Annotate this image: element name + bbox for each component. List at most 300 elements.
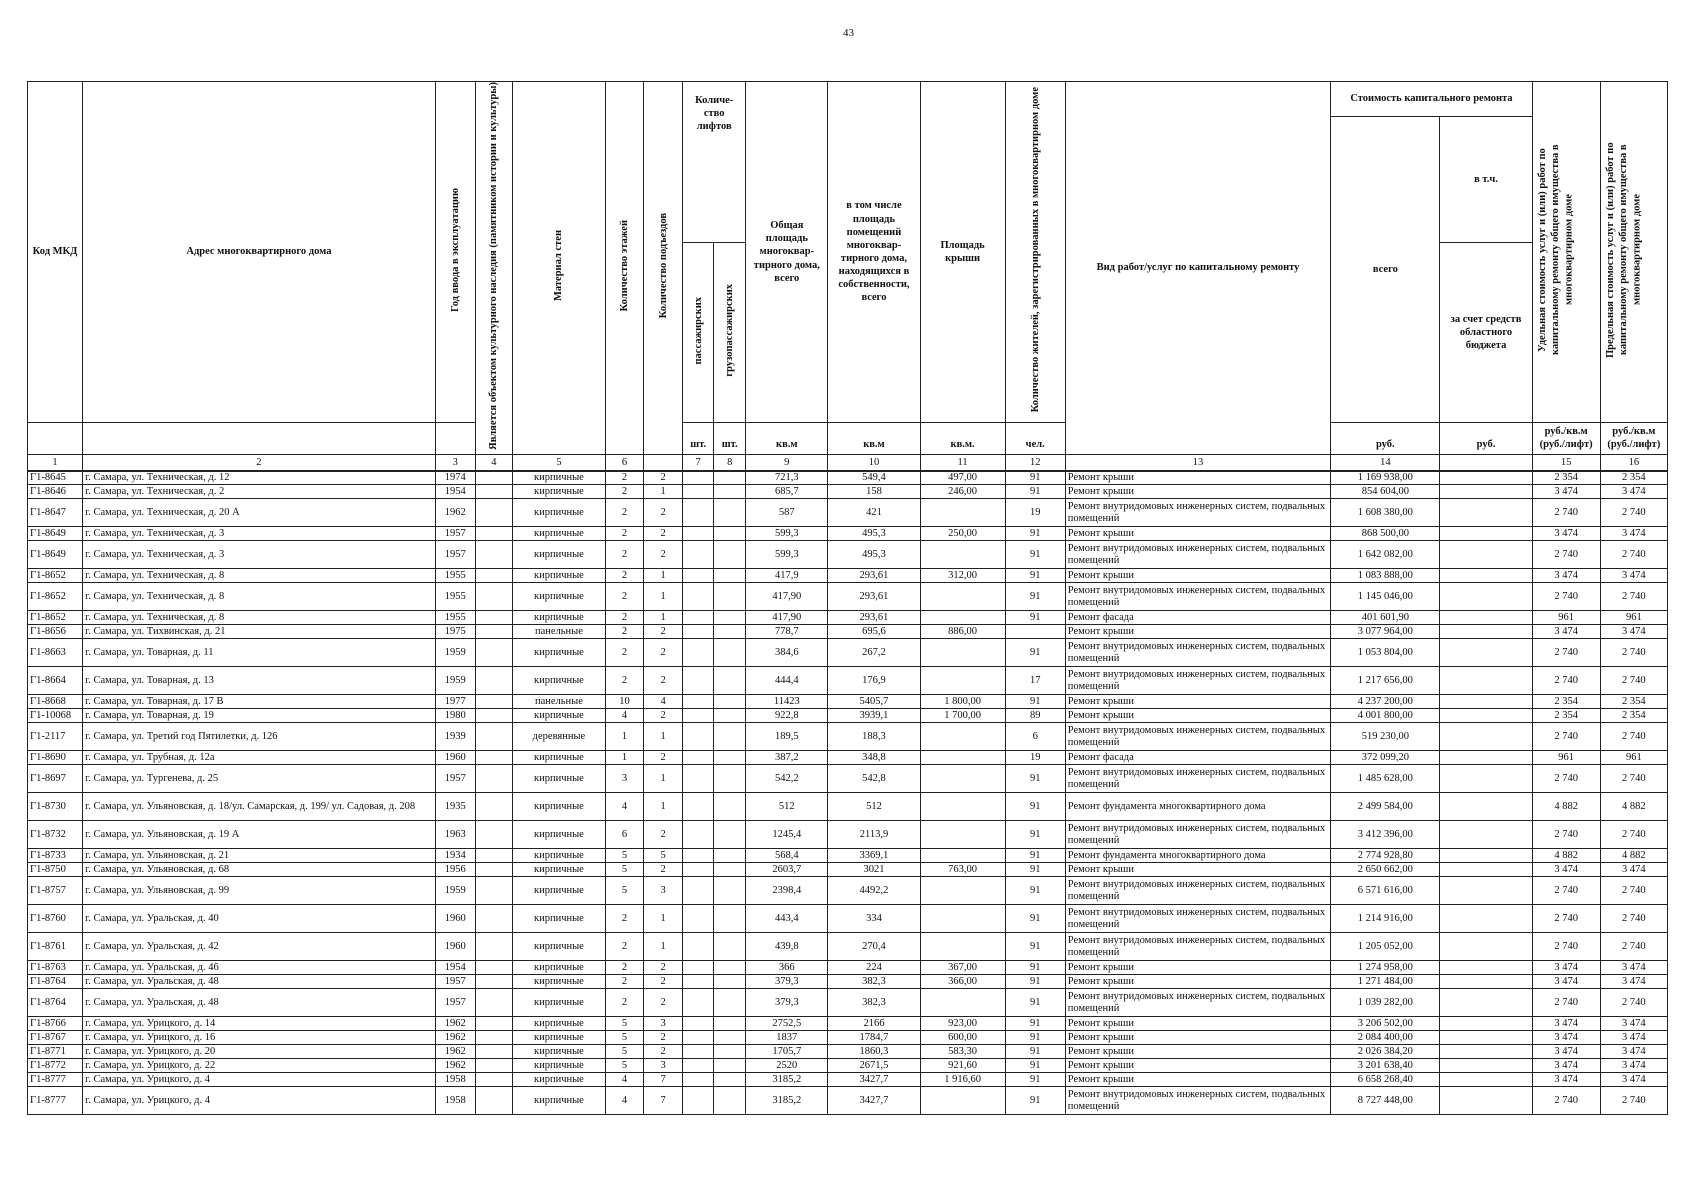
cell-unit-cost: 3 474 bbox=[1532, 1059, 1600, 1073]
cell-residents: 91 bbox=[1005, 863, 1065, 877]
cell-residents: 91 bbox=[1005, 639, 1065, 667]
cell-wall: кирпичные bbox=[512, 639, 605, 667]
cell-cost-total: 1 053 804,00 bbox=[1331, 639, 1440, 667]
cell-entrances: 2 bbox=[644, 961, 683, 975]
cell-entrances: 2 bbox=[644, 709, 683, 723]
cell-heritage bbox=[475, 975, 512, 989]
cell-cost-total: 868 500,00 bbox=[1331, 527, 1440, 541]
cell-floors: 2 bbox=[606, 625, 644, 639]
cell-work: Ремонт крыши bbox=[1065, 1073, 1330, 1087]
cell-cost-total: 1 608 380,00 bbox=[1331, 499, 1440, 527]
cell-unit-cost: 2 740 bbox=[1532, 723, 1600, 751]
cell-cost-budget bbox=[1440, 905, 1532, 933]
cell-heritage bbox=[475, 583, 512, 611]
col-number: 16 bbox=[1600, 454, 1667, 471]
cell-code: Г1-8733 bbox=[28, 849, 83, 863]
cell-wall: кирпичные bbox=[512, 877, 605, 905]
cell-residents: 6 bbox=[1005, 723, 1065, 751]
cell-cost-total: 2 084 400,00 bbox=[1331, 1031, 1440, 1045]
cell-total-area: 417,90 bbox=[746, 583, 828, 611]
cell-limit-cost: 2 740 bbox=[1600, 905, 1667, 933]
cell-code: Г1-8772 bbox=[28, 1059, 83, 1073]
cell-roof-area: 763,00 bbox=[920, 863, 1005, 877]
cell-entrances: 2 bbox=[644, 1031, 683, 1045]
cell-unit-cost: 3 474 bbox=[1532, 527, 1600, 541]
cell-roof-area bbox=[920, 583, 1005, 611]
cell-work: Ремонт крыши bbox=[1065, 1017, 1330, 1031]
cell-work: Ремонт крыши bbox=[1065, 569, 1330, 583]
cell-heritage bbox=[475, 989, 512, 1017]
cell-floors: 5 bbox=[606, 1031, 644, 1045]
cell-address: г. Самара, ул. Товарная, д. 19 bbox=[83, 709, 436, 723]
cell-owned-area: 224 bbox=[828, 961, 920, 975]
cell-wall: кирпичные bbox=[512, 499, 605, 527]
cell-code: Г1-10068 bbox=[28, 709, 83, 723]
cell-work: Ремонт фасада bbox=[1065, 751, 1330, 765]
cell-year: 1977 bbox=[435, 695, 475, 709]
cell-limit-cost: 2 740 bbox=[1600, 583, 1667, 611]
cell-floors: 4 bbox=[606, 793, 644, 821]
cell-floors: 2 bbox=[606, 611, 644, 625]
cell-address: г. Самара, ул. Урицкого, д. 16 bbox=[83, 1031, 436, 1045]
cell-entrances: 3 bbox=[644, 1017, 683, 1031]
cell-heritage bbox=[475, 1059, 512, 1073]
cell-owned-area: 293,61 bbox=[828, 583, 920, 611]
cell-roof-area: 923,00 bbox=[920, 1017, 1005, 1031]
header-cost: Стоимость капитального ремонта bbox=[1331, 82, 1532, 117]
cell-owned-area: 1860,3 bbox=[828, 1045, 920, 1059]
unit-rub: руб. bbox=[1331, 422, 1440, 454]
table-row bbox=[28, 961, 1668, 975]
cell-limit-cost: 3 474 bbox=[1600, 1017, 1667, 1031]
table-row bbox=[28, 821, 1668, 849]
table-header bbox=[28, 82, 1668, 471]
col-number: 12 bbox=[1005, 454, 1065, 471]
cell-cost-budget bbox=[1440, 569, 1532, 583]
cell-lifts-passenger bbox=[683, 961, 714, 975]
cell-work: Ремонт крыши bbox=[1065, 1059, 1330, 1073]
cell-floors: 4 bbox=[606, 1073, 644, 1087]
cell-residents: 91 bbox=[1005, 569, 1065, 583]
cell-code: Г1-8652 bbox=[28, 611, 83, 625]
cell-code: Г1-8764 bbox=[28, 989, 83, 1017]
cell-heritage bbox=[475, 723, 512, 751]
header-floors: Количество этажей bbox=[606, 82, 644, 455]
table-row bbox=[28, 1017, 1668, 1031]
cell-owned-area: 348,8 bbox=[828, 751, 920, 765]
cell-code: Г1-8663 bbox=[28, 639, 83, 667]
cell-year: 1955 bbox=[435, 583, 475, 611]
cell-address: г. Самара, ул. Тихвинская, д. 21 bbox=[83, 625, 436, 639]
cell-cost-budget bbox=[1440, 541, 1532, 569]
cell-cost-total: 1 169 938,00 bbox=[1331, 471, 1440, 485]
cell-owned-area: 270,4 bbox=[828, 933, 920, 961]
cell-year: 1960 bbox=[435, 751, 475, 765]
cell-owned-area: 2113,9 bbox=[828, 821, 920, 849]
col-number: 15 bbox=[1532, 454, 1600, 471]
cell-lifts-passenger bbox=[683, 499, 714, 527]
cell-residents: 17 bbox=[1005, 667, 1065, 695]
cell-roof-area: 886,00 bbox=[920, 625, 1005, 639]
cell-limit-cost: 3 474 bbox=[1600, 1059, 1667, 1073]
cell-cost-total: 401 601,90 bbox=[1331, 611, 1440, 625]
cell-owned-area: 293,61 bbox=[828, 611, 920, 625]
cell-work: Ремонт крыши bbox=[1065, 863, 1330, 877]
cell-cost-total: 1 039 282,00 bbox=[1331, 989, 1440, 1017]
cell-entrances: 2 bbox=[644, 625, 683, 639]
cell-entrances: 2 bbox=[644, 667, 683, 695]
cell-unit-cost: 2 740 bbox=[1532, 933, 1600, 961]
cell-total-area: 443,4 bbox=[746, 905, 828, 933]
cell-unit-cost: 3 474 bbox=[1532, 485, 1600, 499]
cell-unit-cost: 3 474 bbox=[1532, 625, 1600, 639]
cell-limit-cost: 2 740 bbox=[1600, 667, 1667, 695]
col-number: 8 bbox=[714, 454, 746, 471]
cell-entrances: 7 bbox=[644, 1073, 683, 1087]
cell-lifts-passenger bbox=[683, 821, 714, 849]
cell-total-area: 2398,4 bbox=[746, 877, 828, 905]
cell-residents: 91 bbox=[1005, 1017, 1065, 1031]
cell-wall: кирпичные bbox=[512, 1017, 605, 1031]
cell-address: г. Самара, ул. Ульяновская, д. 18/ул. Самарская, д. 199/ ул. Садовая, д. 208 bbox=[83, 793, 436, 821]
table-row bbox=[28, 611, 1668, 625]
cell-owned-area: 421 bbox=[828, 499, 920, 527]
cell-wall: кирпичные bbox=[512, 527, 605, 541]
cell-roof-area bbox=[920, 793, 1005, 821]
cell-heritage bbox=[475, 639, 512, 667]
cell-total-area: 587 bbox=[746, 499, 828, 527]
table-row bbox=[28, 583, 1668, 611]
cell-year: 1962 bbox=[435, 1017, 475, 1031]
cell-total-area: 922,8 bbox=[746, 709, 828, 723]
cell-entrances: 2 bbox=[644, 975, 683, 989]
cell-work: Ремонт внутридомовых инженерных систем, подвальных помещений bbox=[1065, 877, 1330, 905]
cell-floors: 2 bbox=[606, 569, 644, 583]
cell-address: г. Самара, ул. Уральская, д. 46 bbox=[83, 961, 436, 975]
cell-lifts-cargo bbox=[714, 723, 746, 751]
cell-residents: 91 bbox=[1005, 527, 1065, 541]
cell-total-area: 3185,2 bbox=[746, 1073, 828, 1087]
cell-wall: кирпичные bbox=[512, 975, 605, 989]
table-row bbox=[28, 849, 1668, 863]
cell-unit-cost: 2 740 bbox=[1532, 1087, 1600, 1115]
cell-code: Г1-8750 bbox=[28, 863, 83, 877]
header-residents: Количество жителей, зарегистрированных в многоквартирном доме bbox=[1005, 82, 1065, 423]
cell-cost-total: 3 412 396,00 bbox=[1331, 821, 1440, 849]
cell-total-area: 778,7 bbox=[746, 625, 828, 639]
cell-year: 1957 bbox=[435, 765, 475, 793]
cell-limit-cost: 2 354 bbox=[1600, 471, 1667, 485]
cell-lifts-passenger bbox=[683, 989, 714, 1017]
cell-cost-total: 6 571 616,00 bbox=[1331, 877, 1440, 905]
cell-total-area: 1245,4 bbox=[746, 821, 828, 849]
unit-pcs: шт. bbox=[683, 422, 714, 454]
cell-residents: 19 bbox=[1005, 499, 1065, 527]
cell-floors: 2 bbox=[606, 961, 644, 975]
cell-total-area: 379,3 bbox=[746, 975, 828, 989]
cell-residents: 91 bbox=[1005, 1031, 1065, 1045]
cell-cost-total: 1 217 656,00 bbox=[1331, 667, 1440, 695]
cell-year: 1957 bbox=[435, 541, 475, 569]
cell-year: 1957 bbox=[435, 527, 475, 541]
cell-cost-budget bbox=[1440, 793, 1532, 821]
cell-cost-total: 2 026 384,20 bbox=[1331, 1045, 1440, 1059]
cell-heritage bbox=[475, 961, 512, 975]
cell-entrances: 2 bbox=[644, 527, 683, 541]
cell-floors: 5 bbox=[606, 1045, 644, 1059]
cell-floors: 5 bbox=[606, 849, 644, 863]
cell-floors: 2 bbox=[606, 667, 644, 695]
cell-residents: 91 bbox=[1005, 695, 1065, 709]
cell-lifts-cargo bbox=[714, 639, 746, 667]
cell-code: Г1-8764 bbox=[28, 975, 83, 989]
cell-owned-area: 334 bbox=[828, 905, 920, 933]
cell-unit-cost: 3 474 bbox=[1532, 1073, 1600, 1087]
cell-heritage bbox=[475, 765, 512, 793]
cell-year: 1957 bbox=[435, 975, 475, 989]
cell-lifts-cargo bbox=[714, 1045, 746, 1059]
cell-heritage bbox=[475, 485, 512, 499]
unit-rub: руб. bbox=[1440, 422, 1532, 454]
cell-work: Ремонт крыши bbox=[1065, 471, 1330, 485]
cell-code: Г1-8766 bbox=[28, 1017, 83, 1031]
cell-year: 1954 bbox=[435, 961, 475, 975]
cell-lifts-passenger bbox=[683, 905, 714, 933]
cell-address: г. Самара, ул. Техническая, д. 3 bbox=[83, 541, 436, 569]
unit-address bbox=[83, 422, 436, 454]
cell-lifts-cargo bbox=[714, 751, 746, 765]
cell-cost-budget bbox=[1440, 695, 1532, 709]
cell-wall: кирпичные bbox=[512, 569, 605, 583]
table-row bbox=[28, 527, 1668, 541]
cell-limit-cost: 3 474 bbox=[1600, 527, 1667, 541]
cell-limit-cost: 2 354 bbox=[1600, 709, 1667, 723]
unit-year bbox=[435, 422, 475, 454]
cell-code: Г1-8761 bbox=[28, 933, 83, 961]
cell-lifts-cargo bbox=[714, 569, 746, 583]
header-year: Год ввода в эксплуатацию bbox=[435, 82, 475, 423]
cell-roof-area bbox=[920, 989, 1005, 1017]
header-lifts-passenger: пассажирских bbox=[683, 242, 714, 422]
cell-limit-cost: 3 474 bbox=[1600, 863, 1667, 877]
cell-cost-budget bbox=[1440, 821, 1532, 849]
cell-limit-cost: 2 740 bbox=[1600, 765, 1667, 793]
cell-lifts-passenger bbox=[683, 1045, 714, 1059]
cell-cost-budget bbox=[1440, 863, 1532, 877]
cell-cost-total: 4 237 200,00 bbox=[1331, 695, 1440, 709]
cell-wall: кирпичные bbox=[512, 905, 605, 933]
cell-cost-budget bbox=[1440, 765, 1532, 793]
cell-lifts-passenger bbox=[683, 877, 714, 905]
header-lifts: Количе-ство лифтов bbox=[683, 82, 746, 243]
cell-residents: 91 bbox=[1005, 541, 1065, 569]
cell-limit-cost: 4 882 bbox=[1600, 793, 1667, 821]
cell-total-area: 721,3 bbox=[746, 471, 828, 485]
table-row bbox=[28, 709, 1668, 723]
cell-unit-cost: 2 354 bbox=[1532, 709, 1600, 723]
cell-owned-area: 542,8 bbox=[828, 765, 920, 793]
cell-lifts-cargo bbox=[714, 1073, 746, 1087]
cell-lifts-passenger bbox=[683, 695, 714, 709]
cell-residents: 91 bbox=[1005, 905, 1065, 933]
cell-total-area: 512 bbox=[746, 793, 828, 821]
cell-roof-area bbox=[920, 667, 1005, 695]
cell-entrances: 1 bbox=[644, 905, 683, 933]
cell-entrances: 1 bbox=[644, 485, 683, 499]
cell-year: 1962 bbox=[435, 1031, 475, 1045]
cell-unit-cost: 961 bbox=[1532, 611, 1600, 625]
cell-floors: 5 bbox=[606, 863, 644, 877]
cell-heritage bbox=[475, 1045, 512, 1059]
cell-residents: 91 bbox=[1005, 975, 1065, 989]
cell-unit-cost: 2 354 bbox=[1532, 471, 1600, 485]
cell-total-area: 439,8 bbox=[746, 933, 828, 961]
cell-address: г. Самара, ул. Урицкого, д. 20 bbox=[83, 1045, 436, 1059]
cell-cost-budget bbox=[1440, 485, 1532, 499]
unit-rate: руб./кв.м (руб./лифт) bbox=[1532, 422, 1600, 454]
cell-limit-cost: 3 474 bbox=[1600, 1073, 1667, 1087]
cell-work: Ремонт внутридомовых инженерных систем, подвальных помещений bbox=[1065, 933, 1330, 961]
table-row bbox=[28, 793, 1668, 821]
cell-lifts-passenger bbox=[683, 933, 714, 961]
cell-year: 1962 bbox=[435, 1059, 475, 1073]
cell-unit-cost: 2 354 bbox=[1532, 695, 1600, 709]
table-row bbox=[28, 933, 1668, 961]
cell-lifts-passenger bbox=[683, 863, 714, 877]
cell-total-area: 3185,2 bbox=[746, 1087, 828, 1115]
cell-floors: 2 bbox=[606, 485, 644, 499]
cell-work: Ремонт крыши bbox=[1065, 1045, 1330, 1059]
cell-limit-cost: 2 740 bbox=[1600, 541, 1667, 569]
cell-cost-total: 854 604,00 bbox=[1331, 485, 1440, 499]
cell-owned-area: 695,6 bbox=[828, 625, 920, 639]
col-number bbox=[644, 454, 683, 471]
cell-code: Г1-8767 bbox=[28, 1031, 83, 1045]
cell-cost-budget bbox=[1440, 527, 1532, 541]
cell-heritage bbox=[475, 1073, 512, 1087]
cell-code: Г1-8777 bbox=[28, 1087, 83, 1115]
cell-cost-total: 519 230,00 bbox=[1331, 723, 1440, 751]
cell-lifts-cargo bbox=[714, 849, 746, 863]
cell-lifts-passenger bbox=[683, 625, 714, 639]
cell-roof-area bbox=[920, 751, 1005, 765]
cell-entrances: 2 bbox=[644, 471, 683, 485]
cell-floors: 2 bbox=[606, 989, 644, 1017]
cell-lifts-cargo bbox=[714, 471, 746, 485]
cell-cost-total: 1 642 082,00 bbox=[1331, 541, 1440, 569]
cell-residents: 91 bbox=[1005, 485, 1065, 499]
cell-year: 1960 bbox=[435, 933, 475, 961]
cell-roof-area: 366,00 bbox=[920, 975, 1005, 989]
cell-work: Ремонт внутридомовых инженерных систем, подвальных помещений bbox=[1065, 989, 1330, 1017]
cell-code: Г1-8646 bbox=[28, 485, 83, 499]
cell-year: 1954 bbox=[435, 485, 475, 499]
cell-wall: кирпичные bbox=[512, 793, 605, 821]
cell-address: г. Самара, ул. Уральская, д. 42 bbox=[83, 933, 436, 961]
cell-wall: кирпичные bbox=[512, 765, 605, 793]
cell-address: г. Самара, ул. Уральская, д. 40 bbox=[83, 905, 436, 933]
header-cost-budget: за счет средств областного бюджета bbox=[1440, 242, 1532, 422]
header-entrances: Количество подъездов bbox=[644, 82, 683, 455]
cell-roof-area bbox=[920, 765, 1005, 793]
cell-lifts-passenger bbox=[683, 1059, 714, 1073]
cell-year: 1957 bbox=[435, 989, 475, 1017]
cell-cost-total: 2 499 584,00 bbox=[1331, 793, 1440, 821]
unit-sqm: кв.м bbox=[828, 422, 920, 454]
cell-lifts-cargo bbox=[714, 1087, 746, 1115]
cell-wall: кирпичные bbox=[512, 849, 605, 863]
cell-wall: кирпичные bbox=[512, 611, 605, 625]
cell-cost-total: 3 201 638,40 bbox=[1331, 1059, 1440, 1073]
cell-limit-cost: 3 474 bbox=[1600, 1045, 1667, 1059]
cell-unit-cost: 2 740 bbox=[1532, 583, 1600, 611]
cell-limit-cost: 961 bbox=[1600, 611, 1667, 625]
cell-lifts-passenger bbox=[683, 1087, 714, 1115]
cell-limit-cost: 2 740 bbox=[1600, 877, 1667, 905]
cell-floors: 5 bbox=[606, 1017, 644, 1031]
cell-entrances: 1 bbox=[644, 583, 683, 611]
cell-entrances: 5 bbox=[644, 849, 683, 863]
cell-lifts-passenger bbox=[683, 527, 714, 541]
cell-heritage bbox=[475, 751, 512, 765]
cell-owned-area: 549,4 bbox=[828, 471, 920, 485]
cell-residents: 89 bbox=[1005, 709, 1065, 723]
cell-year: 1939 bbox=[435, 723, 475, 751]
cell-total-area: 1705,7 bbox=[746, 1045, 828, 1059]
cell-work: Ремонт фундамента многоквартирного дома bbox=[1065, 793, 1330, 821]
cell-roof-area: 312,00 bbox=[920, 569, 1005, 583]
cell-unit-cost: 2 740 bbox=[1532, 821, 1600, 849]
cell-wall: кирпичные bbox=[512, 1045, 605, 1059]
col-number: 13 bbox=[1065, 454, 1330, 471]
cell-heritage bbox=[475, 821, 512, 849]
cell-residents: 91 bbox=[1005, 961, 1065, 975]
cell-total-area: 387,2 bbox=[746, 751, 828, 765]
col-number: 2 bbox=[83, 454, 436, 471]
cell-entrances: 3 bbox=[644, 877, 683, 905]
cell-heritage bbox=[475, 1031, 512, 1045]
cell-code: Г1-8697 bbox=[28, 765, 83, 793]
cell-address: г. Самара, ул. Техническая, д. 3 bbox=[83, 527, 436, 541]
cell-year: 1955 bbox=[435, 611, 475, 625]
cell-roof-area bbox=[920, 639, 1005, 667]
cell-total-area: 568,4 bbox=[746, 849, 828, 863]
cell-cost-total: 372 099,20 bbox=[1331, 751, 1440, 765]
unit-code bbox=[28, 422, 83, 454]
cell-cost-budget bbox=[1440, 471, 1532, 485]
header-unit-cost: Удельная стоимость услуг и (или) работ по капитальному ремонту общего имущества в многоквартирном доме bbox=[1532, 82, 1600, 423]
cell-limit-cost: 2 740 bbox=[1600, 989, 1667, 1017]
col-number: 6 bbox=[606, 454, 644, 471]
cell-cost-budget bbox=[1440, 877, 1532, 905]
table-row bbox=[28, 639, 1668, 667]
cell-wall: панельные bbox=[512, 625, 605, 639]
cell-wall: кирпичные bbox=[512, 1087, 605, 1115]
cell-roof-area: 367,00 bbox=[920, 961, 1005, 975]
cell-work: Ремонт внутридомовых инженерных систем, подвальных помещений bbox=[1065, 583, 1330, 611]
table-row bbox=[28, 485, 1668, 499]
cell-total-area: 2752,5 bbox=[746, 1017, 828, 1031]
header-owned-area: в том числе площадь помещений многоквар-тирного дома, находящихся в собственности, всего bbox=[828, 82, 920, 423]
table-row bbox=[28, 989, 1668, 1017]
cell-total-area: 417,9 bbox=[746, 569, 828, 583]
cell-unit-cost: 3 474 bbox=[1532, 1017, 1600, 1031]
cell-cost-budget bbox=[1440, 639, 1532, 667]
cell-code: Г1-8652 bbox=[28, 583, 83, 611]
cell-lifts-passenger bbox=[683, 1031, 714, 1045]
cell-unit-cost: 3 474 bbox=[1532, 1045, 1600, 1059]
cell-roof-area bbox=[920, 821, 1005, 849]
